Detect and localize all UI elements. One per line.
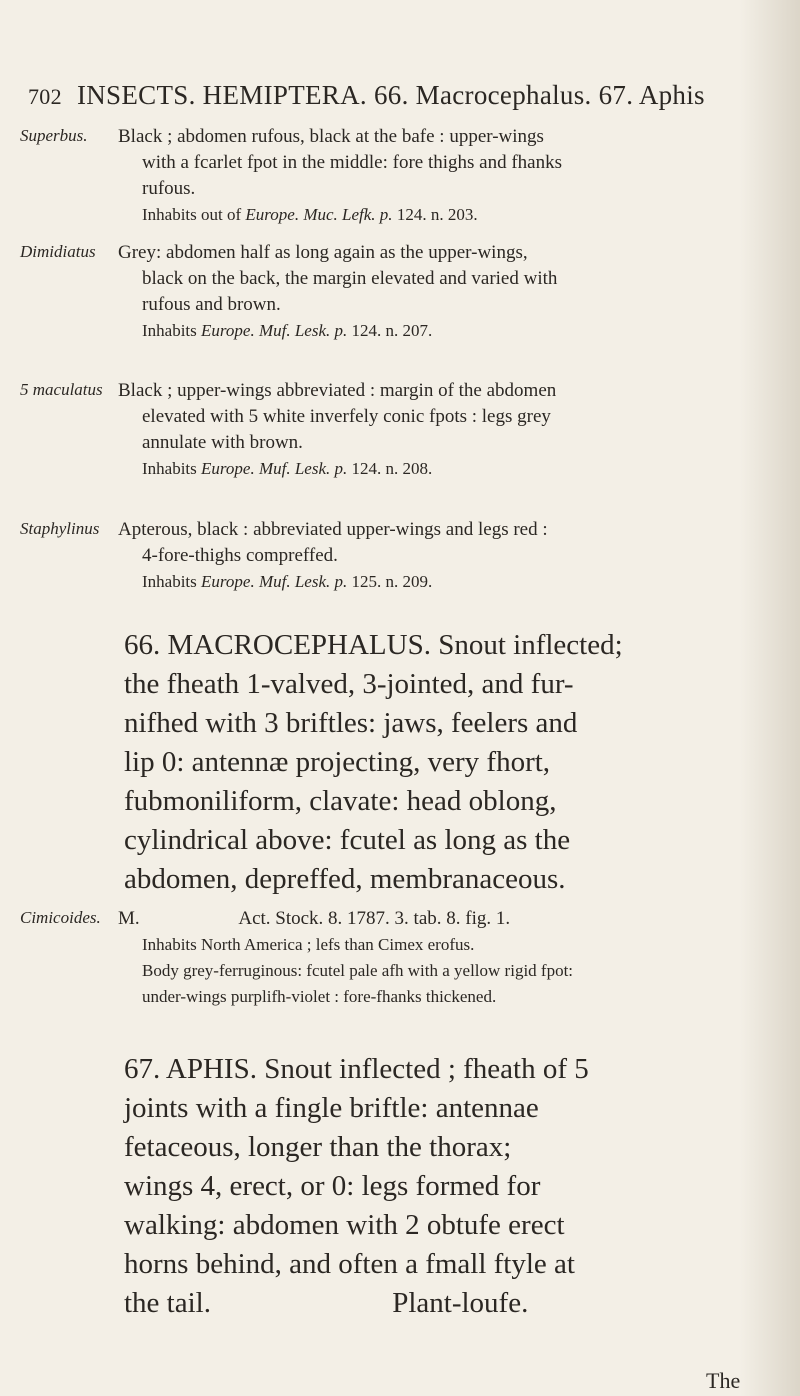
inhabits-prefix: Inhabits bbox=[142, 572, 202, 591]
inhabits-ref: Muf. Lesk. p. bbox=[258, 321, 348, 340]
entry-superbus bbox=[20, 124, 780, 228]
inhabits-prefix: Inhabits out of bbox=[142, 205, 246, 224]
entry-dimidiatus bbox=[20, 240, 780, 344]
entry-line: Black ; abdomen rufous, black at the bafe : upper-wings bbox=[118, 126, 544, 147]
genus-66-description bbox=[124, 626, 774, 899]
genus-line: horns behind, and often a fmall ftyle at bbox=[124, 1248, 575, 1280]
genus-line: walking: abdomen with 2 obtufe erect bbox=[124, 1209, 565, 1241]
inhabits-line bbox=[118, 456, 780, 482]
page-number: 702 bbox=[28, 84, 62, 109]
inhabits-rest: 125. n. 209. bbox=[347, 572, 433, 591]
inhabits-prefix: Inhabits bbox=[142, 459, 202, 478]
genus-line: abdomen, depreffed, membranaceous. bbox=[124, 863, 566, 895]
genus-line: nifhed with 3 briftles: jaws, feelers and bbox=[124, 707, 578, 739]
side-label: Dimidiatus bbox=[20, 242, 96, 261]
page-header bbox=[28, 80, 768, 111]
entry-line: Body grey-ferruginous: fcutel pale afh with a yellow rigid fpot: bbox=[142, 961, 574, 980]
entry-line: rufous. bbox=[142, 178, 196, 199]
entry-line: with a fcarlet fpot in the middle: fore thighs and fhanks bbox=[142, 152, 562, 173]
inhabits-region: Europe. bbox=[245, 205, 300, 224]
side-label: Superbus. bbox=[20, 126, 88, 145]
inhabits-rest: 124. n. 208. bbox=[347, 459, 433, 478]
entry-line: Apterous, black : abbreviated upper-wings and legs red : bbox=[118, 519, 548, 540]
genus-line: cylindrical above: fcutel as long as the bbox=[124, 824, 571, 856]
entry-line: Grey: abdomen half as long again as the upper-wings, bbox=[118, 242, 528, 263]
inhabits-ref: Muf. Lesk. p. bbox=[258, 572, 348, 591]
inhabits-region: Europe. bbox=[201, 321, 255, 340]
genus-line: joints with a fingle briftle: antennae bbox=[124, 1092, 539, 1124]
genus-line: 67. APHIS. Snout inflected ; fheath of 5 bbox=[124, 1053, 589, 1085]
entry-line: 4-fore-thighs compreffed. bbox=[142, 545, 338, 566]
entry-cimicoides bbox=[20, 906, 780, 1010]
entry-line: rufous and brown. bbox=[142, 294, 281, 315]
inhabits-ref: Muc. Lefk. p. bbox=[303, 205, 393, 224]
entry-line: elevated with 5 white inverfely conic fpots : legs grey bbox=[142, 406, 551, 427]
genus-line: the fheath 1-valved, 3-jointed, and fur- bbox=[124, 668, 574, 700]
inhabits-rest: 124. n. 203. bbox=[392, 205, 478, 224]
entry-line: M. Act. Stock. 8. 1787. 3. tab. 8. fig. 1. bbox=[118, 908, 511, 929]
entry-line: annulate with brown. bbox=[142, 432, 303, 453]
entry-line: under-wings purplifh-violet : fore-fhanks thickened. bbox=[142, 987, 497, 1006]
inhabits-region: Europe. bbox=[201, 572, 255, 591]
side-label: Staphylinus bbox=[20, 519, 100, 538]
inhabits-rest: 124. n. 207. bbox=[347, 321, 433, 340]
genus-line: lip 0: antennæ projecting, very fhort, bbox=[124, 746, 551, 778]
catchword: The bbox=[706, 1368, 741, 1393]
side-label: 5 maculatus bbox=[20, 380, 103, 399]
genus-line: fubmoniliform, clavate: head oblong, bbox=[124, 785, 557, 817]
inhabits-line bbox=[118, 569, 780, 595]
genus-line: the tail. Plant-loufe. bbox=[124, 1287, 529, 1319]
genus-line: fetaceous, longer than the thorax; bbox=[124, 1131, 512, 1163]
entry-line: Inhabits North America ; lefs than Cimex erofus. bbox=[142, 935, 475, 954]
genus-line: wings 4, erect, or 0: legs formed for bbox=[124, 1170, 541, 1202]
side-label: Cimicoides. bbox=[20, 908, 101, 927]
entry-staphylinus bbox=[20, 517, 780, 595]
genus-line: 66. MACROCEPHALUS. Snout inflected; bbox=[124, 629, 623, 661]
inhabits-region: Europe. bbox=[201, 459, 255, 478]
inhabits-prefix: Inhabits bbox=[142, 321, 202, 340]
inhabits-line bbox=[118, 318, 780, 344]
genus-67-description bbox=[124, 1050, 774, 1323]
entry-line: black on the back, the margin elevated and varied with bbox=[142, 268, 558, 289]
inhabits-ref: Muf. Lesk. p. bbox=[258, 459, 348, 478]
entry-5-maculatus bbox=[20, 378, 780, 482]
entry-line: Black ; upper-wings abbreviated : margin of the abdomen bbox=[118, 380, 557, 401]
running-title: INSECTS. HEMIPTERA. 66. Macrocephalus. 67. Aphis bbox=[76, 80, 705, 110]
inhabits-line bbox=[118, 202, 780, 228]
